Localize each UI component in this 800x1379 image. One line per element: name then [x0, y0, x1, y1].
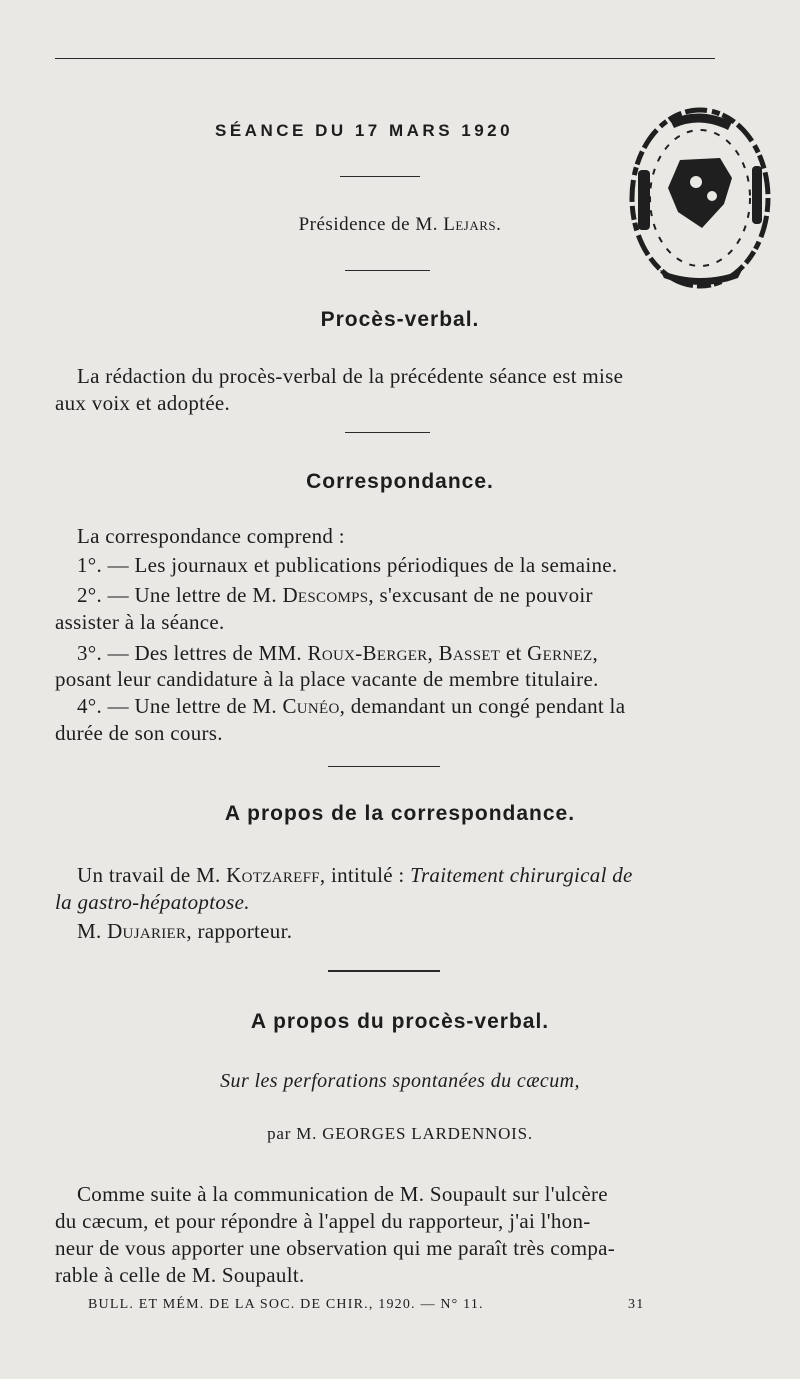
correspondance-item-2: 2°. — Une lettre de M. Descomps, s'excusant de ne pouvoir — [77, 583, 593, 607]
section-heading-apropos-correspondance: A propos de la correspondance. — [224, 802, 576, 825]
article-author: par M. GEORGES LARDENNOIS. — [267, 1124, 533, 1143]
article-body-line: neur de vous apporter une observation qui me paraît très compa- — [55, 1236, 616, 1260]
article-body-line: du cæcum, et pour répondre à l'appel du rapporteur, j'ai l'hon- — [55, 1209, 591, 1233]
apropos-correspondance-title-cont: la gastro-hépatoptose. — [55, 890, 250, 914]
section-heading-proces-verbal: Procès-verbal. — [320, 308, 480, 331]
correspondance-item-3-cont: posant leur candidature à la place vacante de membre titulaire. — [55, 667, 599, 691]
library-stamp-icon — [620, 100, 780, 300]
section-heading-apropos-proces-verbal: A propos du procès-verbal. — [250, 1010, 550, 1033]
correspondance-item-4-cont: durée de son cours. — [55, 721, 223, 745]
section-heading-correspondance: Correspondance. — [306, 470, 494, 493]
top-rule — [55, 58, 715, 59]
correspondance-item-4: 4°. — Une lettre de M. Cunéo, demandant un congé pendant la — [77, 694, 626, 718]
correspondance-intro: La correspondance comprend : — [77, 524, 345, 548]
correspondance-item-2-cont: assister à la séance. — [55, 610, 225, 634]
article-body-line: rable à celle de M. Soupault. — [55, 1263, 305, 1287]
divider — [328, 766, 440, 767]
divider — [345, 432, 430, 433]
proces-verbal-line: La rédaction du procès-verbal de la précédente séance est mise — [77, 364, 624, 388]
apropos-correspondance-rapporteur: M. Dujarier, rapporteur. — [77, 919, 293, 943]
divider — [340, 176, 420, 177]
presidency-line: Présidence de M. Lejars. — [298, 214, 502, 235]
article-subtitle: Sur les perforations spontanées du cæcum, — [220, 1070, 580, 1092]
correspondance-item-1: 1°. — Les journaux et publications périodiques de la semaine. — [77, 553, 618, 577]
correspondance-item-3: 3°. — Des lettres de MM. Roux-Berger, Basset et Gernez, — [77, 641, 599, 665]
proces-verbal-line: aux voix et adoptée. — [55, 391, 231, 415]
divider — [345, 270, 430, 271]
apropos-correspondance-line: Un travail de M. Kotzareff, intitulé : Traitement chirurgical de — [77, 863, 633, 887]
session-title: SÉANCE DU 17 MARS 1920 — [215, 121, 514, 140]
footer-citation: BULL. ET MÉM. DE LA SOC. DE CHIR., 1920. — N° 11. — [88, 1297, 484, 1312]
divider — [328, 970, 440, 972]
article-body-line: Comme suite à la communication de M. Soupault sur l'ulcère — [77, 1182, 608, 1206]
page-number: 31 — [628, 1297, 645, 1312]
